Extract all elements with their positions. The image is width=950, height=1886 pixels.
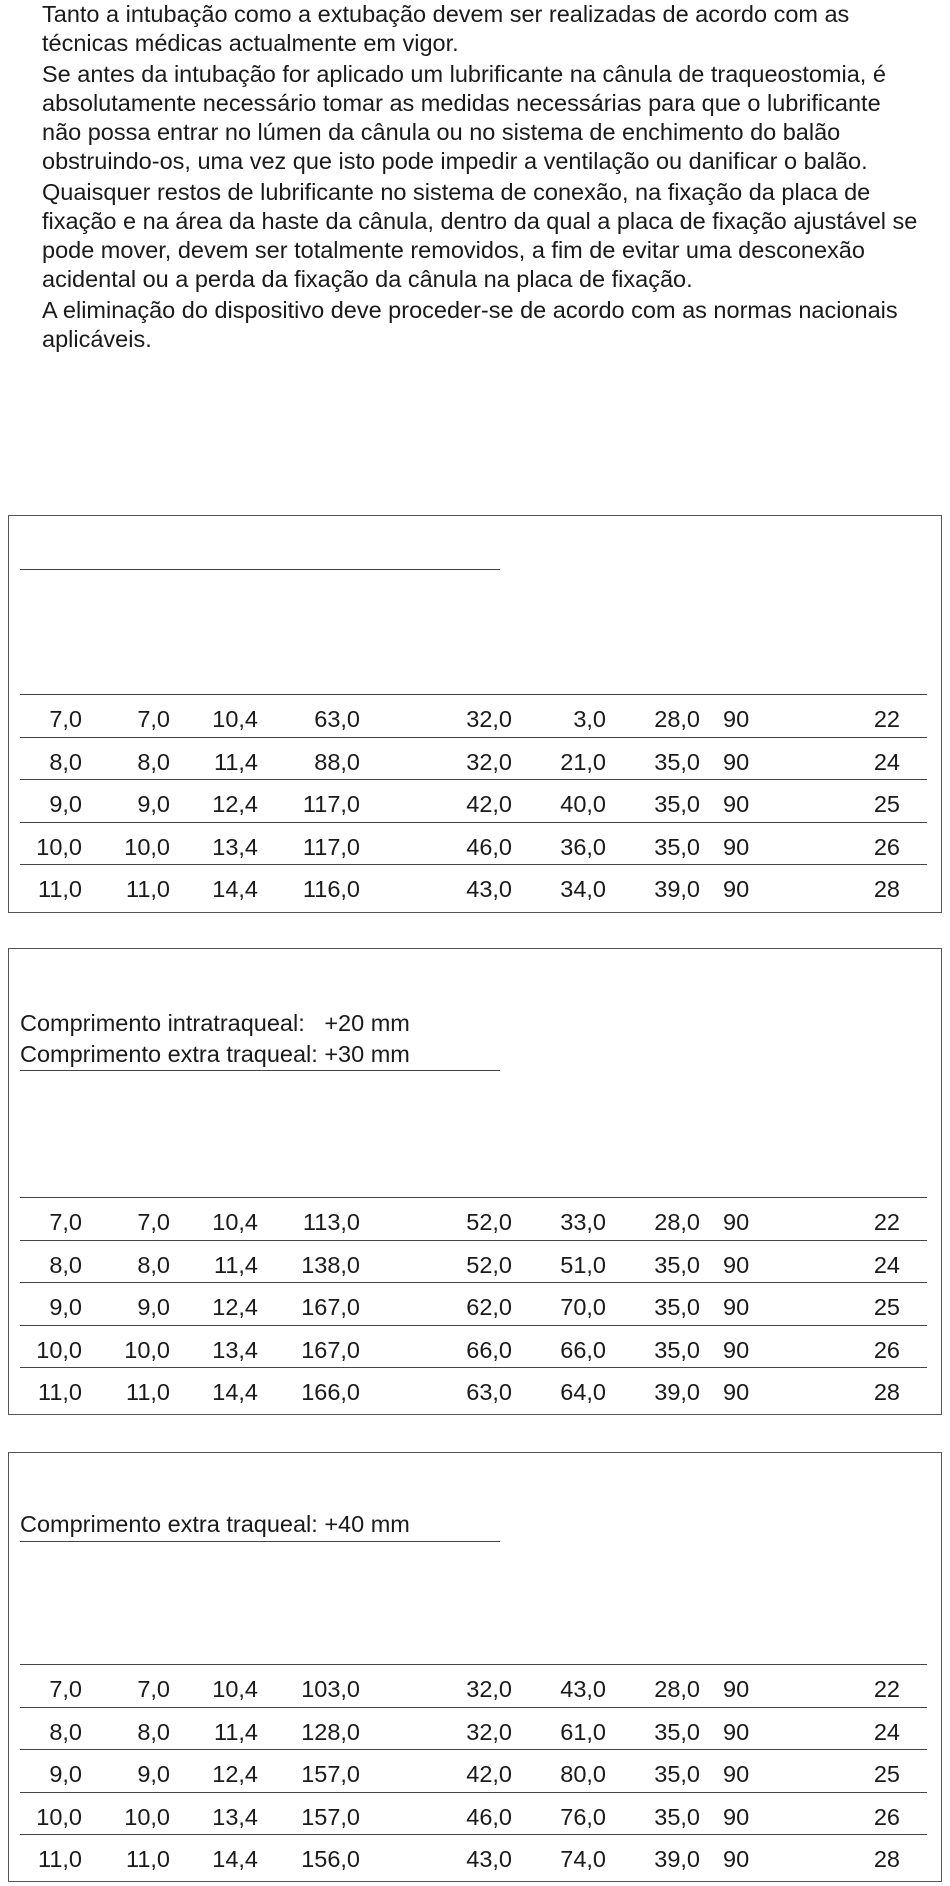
table-cell: 90: [723, 876, 750, 902]
table-cell: 35,0: [654, 833, 700, 860]
size-table: [20, 694, 927, 907]
table-cell: 90: [723, 1336, 750, 1363]
table-cell: 88,0: [314, 748, 360, 775]
intro-paragraph: A eliminação do dispositivo deve proceder-se de acordo com as normas nacionais aplicáveis.: [42, 297, 898, 352]
table-cell: 14,4: [212, 1846, 258, 1872]
table-cell: 76,0: [560, 1803, 606, 1830]
table-cell: 7,0: [137, 1209, 170, 1235]
table-cell: 39,0: [654, 876, 700, 902]
table-cell: 80,0: [560, 1761, 606, 1787]
table-cell: 39,0: [654, 1846, 700, 1872]
table-cell: 25: [873, 791, 900, 817]
table-cell: 138,0: [301, 1251, 360, 1278]
table-cell: 167,0: [301, 1336, 360, 1363]
table-cell: 7,0: [49, 1209, 82, 1235]
table-row: [20, 1708, 927, 1751]
table-cell: 28,0: [654, 706, 700, 732]
table-cell: 10,4: [212, 1209, 258, 1235]
table-row: [20, 695, 927, 738]
table-cell: 35,0: [654, 1336, 700, 1363]
size-table: [20, 1197, 927, 1410]
intro-paragraph: Se antes da intubação for aplicado um lubrificante na cânula de traqueostomia, é absolutamente necessário tomar as medidas necessárias para que o lubrificante não possa entrar no lúmen da cânula ou no sistema de enchimento do balão obstruindo-os, uma vez que isto pode impedir a ventilação ou danificar o balão.: [42, 61, 886, 174]
table-cell: 90: [723, 1846, 750, 1872]
table-cell: 35,0: [654, 1251, 700, 1278]
table-row: [20, 780, 927, 823]
table-cell: 8,0: [49, 1718, 82, 1745]
table-cell: 28,0: [654, 1209, 700, 1235]
table-cell: 22: [873, 1676, 900, 1702]
intro-paragraph: Tanto a intubação como a extubação devem ser realizadas de acordo com as técnicas médicas actualmente em vigor.: [42, 1, 850, 56]
table-cell: 90: [723, 748, 750, 775]
table-cell: 43,0: [466, 876, 512, 902]
table-cell: 11,0: [126, 876, 170, 902]
intro-text: [42, 0, 922, 356]
table-cell: 113,0: [302, 1209, 360, 1235]
table-cell: 70,0: [560, 1294, 606, 1320]
table-row: [20, 1793, 927, 1836]
table-cell: 11,0: [126, 1846, 170, 1872]
table-cell: 25: [873, 1761, 900, 1787]
extratracheal-length-note: Comprimento extra traqueal: +40 mm: [20, 1511, 410, 1537]
table-cell: 116,0: [302, 876, 360, 902]
table-row: [20, 738, 927, 781]
table-cell: 13,4: [212, 1336, 258, 1363]
table-row: [20, 1750, 927, 1793]
table-cell: 11,4: [214, 748, 258, 775]
table-cell: 90: [723, 1676, 750, 1702]
table-cell: 90: [723, 833, 750, 860]
table-cell: 90: [723, 1718, 750, 1745]
table-cell: 22: [873, 1209, 900, 1235]
table-cell: 10,4: [212, 1676, 258, 1702]
table-cell: 13,4: [212, 833, 258, 860]
intro-paragraph: Quaisquer restos de lubrificante no sistema de conexão, na fixação da placa de fixação e na área da haste da cânula, dentro da qual a placa de fixação ajustável se pode mover, devem ser totalmente removidos, a fim de evitar uma desconexão acidental ou a perda da fixação da cânula na placa de fixação.: [42, 179, 918, 292]
table-cell: 32,0: [466, 1718, 512, 1745]
table-cell: 35,0: [654, 1718, 700, 1745]
table-cell: 28,0: [654, 1676, 700, 1702]
table-cell: 35,0: [654, 1803, 700, 1830]
table-cell: 74,0: [560, 1846, 606, 1872]
panel-notes: [20, 1509, 500, 1542]
table-cell: 35,0: [654, 791, 700, 817]
table-cell: 90: [723, 706, 750, 732]
panel-notes: [20, 569, 500, 570]
table-cell: 9,0: [137, 1761, 170, 1787]
table-cell: 43,0: [466, 1846, 512, 1872]
table-cell: 8,0: [137, 1718, 170, 1745]
table-cell: 10,0: [124, 1803, 170, 1830]
table-row: [20, 823, 927, 866]
table-cell: 90: [723, 791, 750, 817]
table-cell: 128,0: [301, 1718, 360, 1745]
table-cell: 10,0: [36, 1336, 82, 1363]
table-cell: 35,0: [654, 1294, 700, 1320]
table-cell: 12,4: [212, 1294, 258, 1320]
table-cell: 9,0: [49, 1761, 82, 1787]
table-cell: 10,0: [124, 833, 170, 860]
table-cell: 11,0: [38, 1846, 82, 1872]
table-cell: 63,0: [314, 706, 360, 732]
table-cell: 117,0: [302, 833, 360, 860]
table-cell: 34,0: [560, 876, 606, 902]
table-cell: 66,0: [560, 1336, 606, 1363]
table-cell: 12,4: [212, 1761, 258, 1787]
table-cell: 36,0: [560, 833, 606, 860]
table-cell: 42,0: [466, 1761, 512, 1787]
table-cell: 9,0: [137, 1294, 170, 1320]
table-cell: 90: [723, 1251, 750, 1278]
extratracheal-length-note: Comprimento extra traqueal: +30 mm: [20, 1041, 410, 1067]
size-table-panel-1: [8, 515, 942, 913]
table-row: [20, 865, 927, 907]
table-cell: 52,0: [466, 1209, 512, 1235]
table-cell: 11,0: [38, 1379, 82, 1405]
table-cell: 11,0: [126, 1379, 170, 1405]
table-cell: 46,0: [466, 1803, 512, 1830]
table-cell: 167,0: [301, 1294, 360, 1320]
table-cell: 62,0: [466, 1294, 512, 1320]
table-cell: 90: [723, 1379, 750, 1405]
table-cell: 43,0: [560, 1676, 606, 1702]
table-cell: 90: [723, 1761, 750, 1787]
intratracheal-length-note: Comprimento intratraqueal: +20 mm: [20, 1010, 410, 1036]
table-cell: 32,0: [466, 748, 512, 775]
table-cell: 117,0: [302, 791, 360, 817]
size-table-panel-3: [8, 1452, 942, 1882]
table-cell: 9,0: [49, 1294, 82, 1320]
table-row: [20, 1665, 927, 1708]
table-cell: 26: [873, 1336, 900, 1363]
table-cell: 24: [873, 1718, 900, 1745]
table-cell: 8,0: [137, 1251, 170, 1278]
size-table: [20, 1664, 927, 1877]
table-cell: 157,0: [301, 1761, 360, 1787]
table-cell: 11,4: [214, 1718, 258, 1745]
table-cell: 25: [873, 1294, 900, 1320]
table-cell: 103,0: [301, 1676, 360, 1702]
table-cell: 14,4: [212, 876, 258, 902]
table-cell: 9,0: [49, 791, 82, 817]
table-cell: 7,0: [137, 706, 170, 732]
table-cell: 28: [873, 1846, 900, 1872]
table-cell: 7,0: [49, 1676, 82, 1702]
table-row: [20, 1283, 927, 1326]
table-cell: 51,0: [560, 1251, 606, 1278]
table-cell: 3,0: [573, 706, 606, 732]
table-cell: 14,4: [212, 1379, 258, 1405]
table-cell: 61,0: [560, 1718, 606, 1745]
table-cell: 10,4: [212, 706, 258, 732]
table-cell: 24: [873, 1251, 900, 1278]
table-cell: 63,0: [466, 1379, 512, 1405]
panel-notes: [20, 1008, 500, 1071]
table-row: [20, 1835, 927, 1877]
table-cell: 46,0: [466, 833, 512, 860]
table-cell: 28: [873, 1379, 900, 1405]
table-cell: 24: [873, 748, 900, 775]
table-cell: 40,0: [560, 791, 606, 817]
table-cell: 42,0: [466, 791, 512, 817]
table-cell: 52,0: [466, 1251, 512, 1278]
table-cell: 9,0: [137, 791, 170, 817]
table-cell: 35,0: [654, 748, 700, 775]
table-row: [20, 1326, 927, 1369]
table-cell: 8,0: [137, 748, 170, 775]
table-cell: 26: [873, 833, 900, 860]
table-cell: 157,0: [301, 1803, 360, 1830]
table-cell: 90: [723, 1209, 750, 1235]
table-cell: 33,0: [560, 1209, 606, 1235]
table-cell: 32,0: [466, 1676, 512, 1702]
size-table-panel-2: [8, 948, 942, 1415]
table-cell: 90: [723, 1294, 750, 1320]
table-cell: 156,0: [301, 1846, 360, 1872]
table-cell: 8,0: [49, 1251, 82, 1278]
table-cell: 8,0: [49, 748, 82, 775]
table-cell: 28: [873, 876, 900, 902]
table-cell: 32,0: [466, 706, 512, 732]
table-cell: 7,0: [49, 706, 82, 732]
table-cell: 7,0: [137, 1676, 170, 1702]
table-cell: 13,4: [212, 1803, 258, 1830]
table-row: [20, 1241, 927, 1284]
table-cell: 10,0: [124, 1336, 170, 1363]
table-cell: 10,0: [36, 833, 82, 860]
table-cell: 21,0: [560, 748, 606, 775]
table-cell: 35,0: [654, 1761, 700, 1787]
table-cell: 166,0: [301, 1379, 360, 1405]
table-cell: 22: [873, 706, 900, 732]
table-cell: 26: [873, 1803, 900, 1830]
table-cell: 64,0: [560, 1379, 606, 1405]
table-cell: 11,4: [214, 1251, 258, 1278]
table-cell: 66,0: [466, 1336, 512, 1363]
table-cell: 11,0: [38, 876, 82, 902]
table-cell: 39,0: [654, 1379, 700, 1405]
table-cell: 12,4: [212, 791, 258, 817]
table-row: [20, 1368, 927, 1410]
table-cell: 10,0: [36, 1803, 82, 1830]
table-row: [20, 1198, 927, 1241]
table-cell: 90: [723, 1803, 750, 1830]
